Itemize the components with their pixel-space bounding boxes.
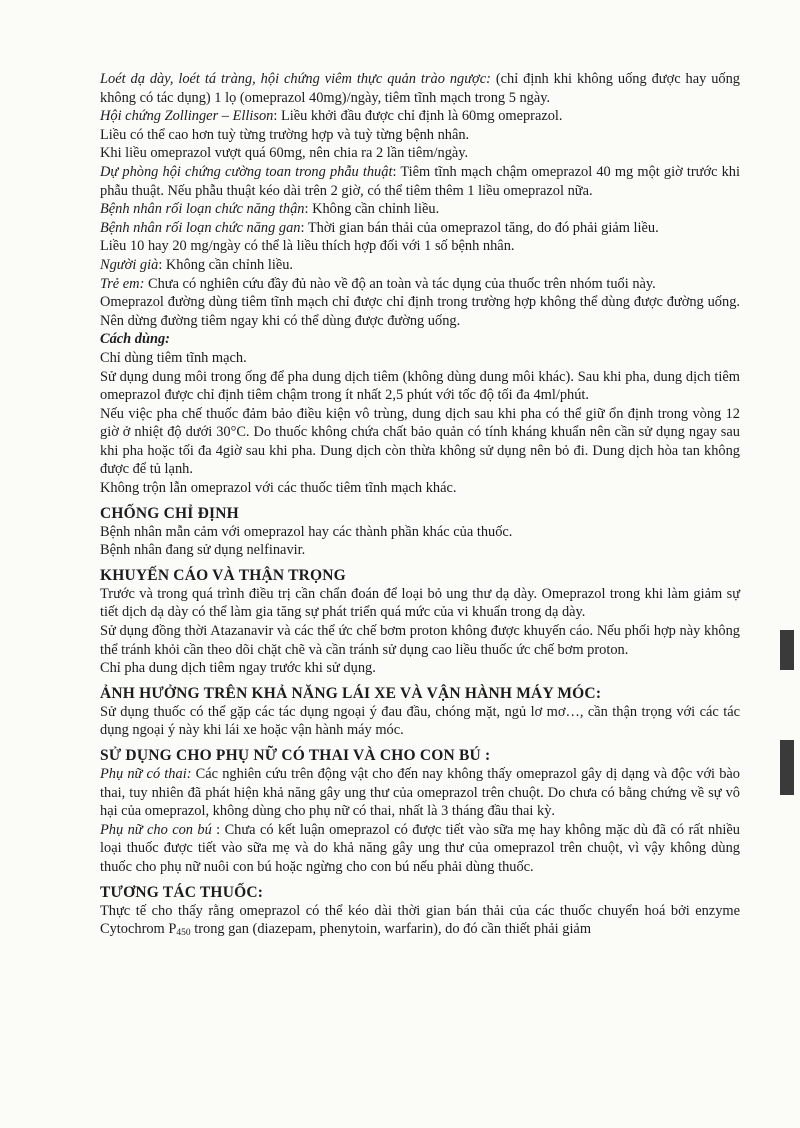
pregnancy-paragraph bbox=[100, 765, 740, 821]
warning-line: Trước và trong quá trình điều trị cần chẩn đoán để loại bỏ ung thư dạ dày. Omeprazol trong khi làm giảm sự tiết dịch dạ dày có thể làm gia tăng sự phát triển quá mức của vi khuẩn trong dạ dày. bbox=[100, 585, 740, 621]
dosage-text: : Tiêm tĩnh mạch chậm omeprazol 40 mg một giờ trước khi phẫu thuật. Nếu phẫu thuật kéo dài trên 2 giờ, có thể tiêm thêm 1 liều omeprazol nữa. bbox=[100, 163, 740, 199]
dosage-text: : Thời gian bán thải của omeprazol tăng, do đó phải giảm liều. bbox=[300, 219, 659, 236]
usage-line: Nếu việc pha chế thuốc đảm bảo điều kiện vô trùng, dung dịch sau khi pha có thể giữ ổn định trong vòng 12 giờ ở nhiệt độ dưới 30°C. Do thuốc không chứa chất bảo quản có tính kháng khuẩn nên cần sử dụng ngay sau khi pha hoặc tối đa 4giờ sau khi pha. Dung dịch còn thừa không sử dụng nên bỏ đi. Dung dịch hòa tan không được để tủ lạnh. bbox=[100, 405, 740, 478]
dosage-paragraph bbox=[100, 275, 740, 294]
dosage-text: Liều có thể cao hơn tuỳ từng trường hợp và tuỳ từng bệnh nhân. bbox=[100, 126, 470, 143]
interactions-heading: TƯƠNG TÁC THUỐC: bbox=[100, 883, 264, 901]
dosage-lead: Bệnh nhân rối loạn chức năng gan bbox=[100, 219, 301, 236]
dosage-paragraph bbox=[100, 163, 740, 200]
dosage-paragraph bbox=[100, 237, 740, 256]
dosage-lead: Trẻ em: bbox=[100, 275, 145, 292]
usage-heading: Cách dùng: bbox=[100, 331, 170, 348]
lactation-paragraph bbox=[100, 821, 740, 877]
dosage-text: : Không cần chỉnh liều. bbox=[304, 201, 440, 218]
dosage-text: Liều 10 hay 20 mg/ngày có thể là liều thích hợp đối với 1 số bệnh nhân. bbox=[100, 238, 515, 255]
contraindication-line: Bệnh nhân đang sử dụng nelfinavir. bbox=[100, 542, 306, 559]
scan-edge-mark bbox=[780, 740, 794, 795]
usage-line: Không trộn lẫn omeprazol với các thuốc tiêm tĩnh mạch khác. bbox=[100, 480, 457, 497]
pregnancy-heading: SỬ DỤNG CHO PHỤ NỮ CÓ THAI VÀ CHO CON BÚ : bbox=[100, 747, 491, 764]
lactation-text: : Chưa có kết luận omeprazol có được tiết vào sữa mẹ hay không mặc dù đã có rất nhiều loại thuốc được tiết vào sữa mẹ và do khả năng gây ung thư của omeprazol trên chuột, vì vậy không dùng thuốc cho phụ nữ nuôi con bú hoặc ngừng cho con bú nếu phải dùng thuốc. bbox=[100, 821, 740, 875]
driving-body bbox=[100, 703, 740, 740]
pregnancy-lead: Phụ nữ có thai: bbox=[100, 766, 192, 782]
dosage-paragraph bbox=[100, 144, 740, 163]
dosage-paragraph bbox=[100, 107, 740, 126]
usage-body bbox=[100, 349, 740, 498]
interactions-paragraph bbox=[100, 902, 740, 941]
dosage-paragraph bbox=[100, 70, 740, 107]
dosage-paragraph bbox=[100, 293, 740, 330]
usage-line: Sử dụng dung môi trong ống để pha dung dịch tiêm (không dùng dung môi khác). Sau khi pha, dung dịch tiêm omeprazol được chỉ định tiêm chậm trong ít nhất 2,5 phút với tốc độ tối đa 4ml/phút. bbox=[100, 368, 740, 404]
driving-line: Sử dụng thuốc có thể gặp các tác dụng ngoại ý đau đầu, chóng mặt, ngủ lơ mơ…, cần thận trọng với các tác dụng ngoại ý này khi lái xe hoặc vận hành máy móc. bbox=[100, 703, 740, 739]
document-page bbox=[100, 70, 740, 941]
dosage-lead: Người già bbox=[100, 256, 159, 273]
interactions-text-1: Thực tế cho thấy rằng omeprazol có thể kéo dài thời gian bán thải của các thuốc chuyển hoá bởi enzyme Cytochrom P bbox=[100, 902, 740, 938]
dosage-text: : Liều khởi đầu được chỉ định là 60mg omeprazol. bbox=[273, 108, 563, 125]
contraindications-heading: CHỐNG CHỈ ĐỊNH bbox=[100, 504, 239, 522]
dosage-text: Khi liều omeprazol vượt quá 60mg, nên chia ra 2 lần tiêm/ngày. bbox=[100, 145, 469, 162]
dosage-paragraph bbox=[100, 256, 740, 275]
warning-line: Chỉ pha dung dịch tiêm ngay trước khi sử dụng. bbox=[100, 660, 376, 677]
driving-heading: ẢNH HƯỞNG TRÊN KHẢ NĂNG LÁI XE VÀ VẬN HÀNH MÁY MÓC: bbox=[100, 684, 602, 702]
dosage-lead: Loét dạ dày, loét tá tràng, hội chứng viêm thực quản trào ngược: bbox=[100, 71, 491, 87]
dosage-paragraph bbox=[100, 126, 740, 145]
contraindication-line: Bệnh nhân mẫn cảm với omeprazol hay các thành phần khác của thuốc. bbox=[100, 523, 513, 540]
dosage-text: (chỉ định khi không uống được hay uống không có tác dụng) 1 lọ (omeprazol 40mg)/ngày, tiêm tĩnh mạch trong 5 ngày. bbox=[100, 71, 740, 106]
dosage-lead: Bệnh nhân rối loạn chức năng thận bbox=[100, 201, 305, 218]
dosage-text: : Không cần chỉnh liều. bbox=[158, 256, 293, 273]
interactions-text-2: trong gan (diazepam, phenytoin, warfarin), do đó cần thiết phải giảm bbox=[190, 921, 592, 938]
dosage-section bbox=[100, 70, 740, 330]
warning-line: Sử dụng đồng thời Atazanavir và các thể ức chế bơm proton không được khuyến cáo. Nếu phối hợp này không thể tránh khỏi cần theo dõi chặt chẽ và cần tránh sử dụng cao liều thuốc ức chế bơm proton. bbox=[100, 623, 740, 658]
dosage-paragraph bbox=[100, 219, 740, 238]
pregnancy-text: Các nghiên cứu trên động vật cho đến nay không thấy omeprazol gây dị dạng và độc với bào thai, tuy nhiên đã phát hiện khả năng gây ung thư của omeprazol trên chuột. Do chưa có bằng chứng về sự vô hại của omeprazol, không dùng cho phụ nữ có thai, nhất là 3 tháng đầu thai kỳ. bbox=[100, 766, 740, 820]
dosage-paragraph bbox=[100, 200, 740, 219]
dosage-text: Chưa có nghiên cứu đầy đủ nào về độ an toàn và tác dụng của thuốc trên nhóm tuổi này. bbox=[144, 275, 656, 292]
contraindications-body bbox=[100, 523, 740, 560]
dosage-text: Omeprazol đường dùng tiêm tĩnh mạch chỉ được chỉ định trong trường hợp không thể dùng được đường uống. Nên dừng đường tiêm ngay khi có thể dùng được đường uống. bbox=[100, 294, 740, 329]
dosage-lead: Dự phòng hội chứng cường toan trong phẫu thuật bbox=[100, 163, 393, 180]
interactions-subscript: 450 bbox=[176, 928, 191, 939]
warnings-body bbox=[100, 585, 740, 678]
usage-line: Chỉ dùng tiêm tĩnh mạch. bbox=[100, 349, 247, 366]
warnings-heading: KHUYẾN CÁO VÀ THẬN TRỌNG bbox=[100, 566, 346, 584]
scan-edge-mark bbox=[780, 630, 794, 670]
dosage-lead: Hội chứng Zollinger – Ellison bbox=[100, 108, 274, 125]
lactation-lead: Phụ nữ cho con bú bbox=[100, 821, 212, 838]
